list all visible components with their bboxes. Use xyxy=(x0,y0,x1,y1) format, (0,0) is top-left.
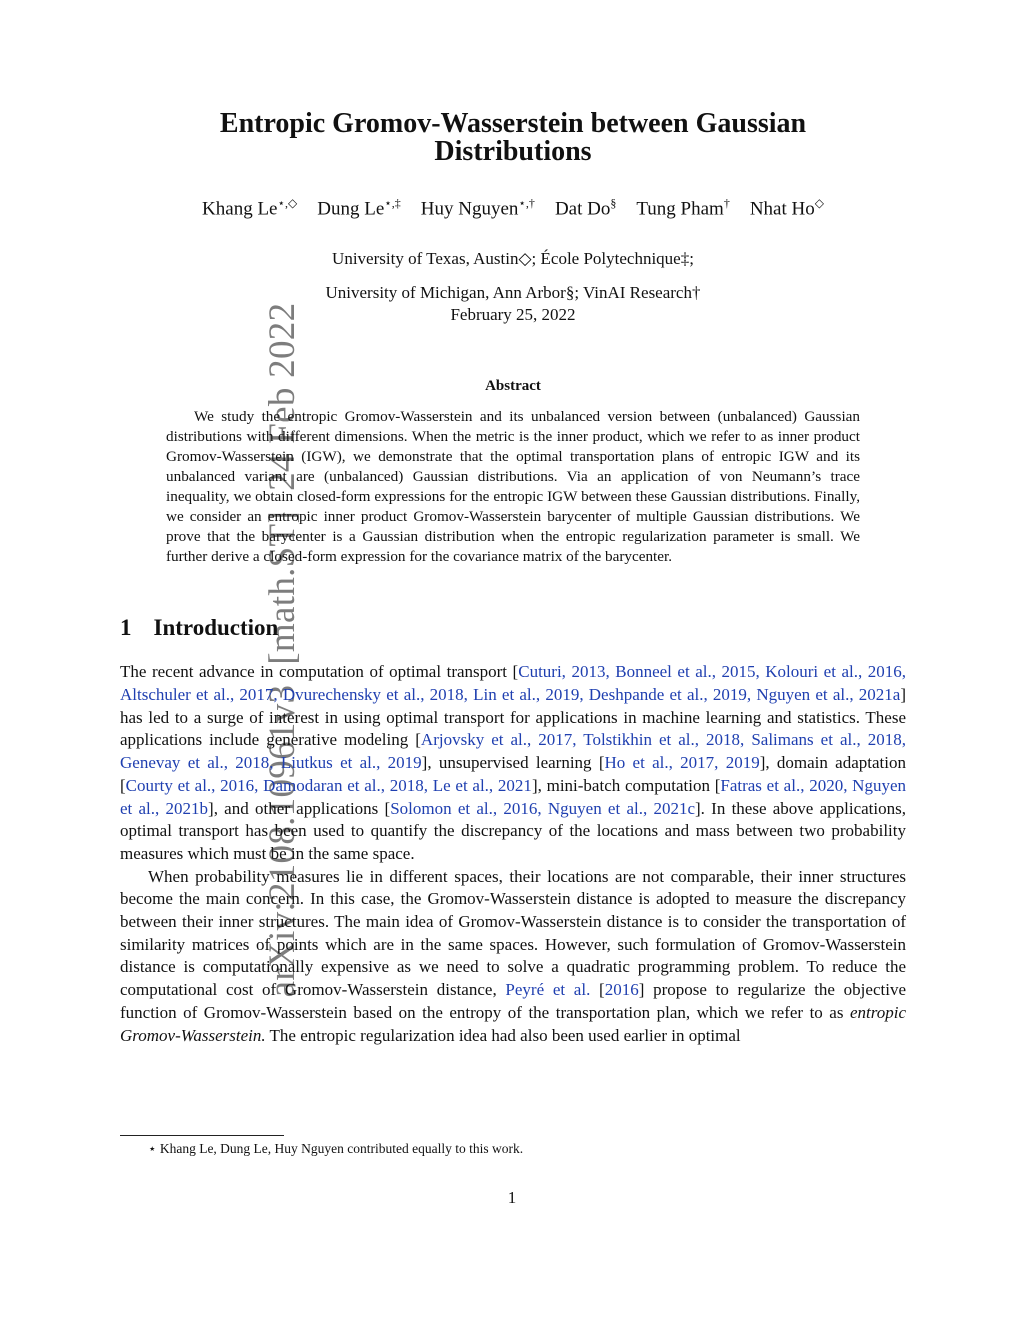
affiliations-line-1: University of Texas, Austin◇; École Polytechnique‡; xyxy=(332,249,694,269)
text-run: ], unsupervised learning [ xyxy=(421,753,605,773)
paper-content xyxy=(120,110,906,1047)
author xyxy=(421,196,535,220)
emphasis-term: entropic Gromov-Wasserstein. xyxy=(120,1002,906,1045)
footnote-divider xyxy=(120,1135,284,1136)
citation-link[interactable]: Peyré et al. xyxy=(505,980,591,1000)
citation-link[interactable]: Ho et al., 2017, 2019 xyxy=(604,753,760,773)
arxiv-category: [math.ST] xyxy=(261,510,303,665)
citation-link[interactable]: Arjovsky et al., 2017, Tolstikhin et al., 2018, Salimans et al., 2018, Genevay et al., 2018, Liutkus et al., 2019 xyxy=(120,730,906,773)
affiliations xyxy=(120,248,906,326)
author-name: Nhat Ho xyxy=(749,198,815,220)
section-title: Introduction xyxy=(153,615,279,641)
text-run: ], domain adaptation [ xyxy=(120,753,906,795)
text-run: ] propose to regularize the objective function of Gromov-Wasserstein based on the entropy of the transportation plan, which we refer to as xyxy=(120,980,906,1022)
citation-link[interactable]: Cuturi, 2013, Bonneel et al., 2015, Kolouri et al., 2016, Altschuler et al., 2017, Dvurechensky et al., 2018, Lin et al., 2019, Deshpande et al., 2019, Nguyen et al., 2021a xyxy=(120,662,907,705)
abstract-heading: Abstract xyxy=(485,378,541,395)
citation-link[interactable]: Fatras et al., 2020, Nguyen et al., 2021b xyxy=(120,775,907,818)
author-name: Dung Le xyxy=(317,198,385,220)
title-line-1: Entropic Gromov-Wasserstein between Gaussian xyxy=(219,108,807,139)
citation-link[interactable]: Solomon et al., 2016, Nguyen et al., 2021c xyxy=(390,798,696,818)
author-name: Tung Pham xyxy=(636,198,724,220)
title-line-2: Distributions xyxy=(434,136,592,167)
author xyxy=(636,196,729,220)
body-text xyxy=(120,661,906,1047)
author-marks: ⋆,‡ xyxy=(384,196,401,210)
section-heading xyxy=(120,615,906,641)
text-run: ] has led to a surge of interest in using optimal transport for applications in machine learning and statistics. These applications include generative modeling [ xyxy=(120,685,906,750)
citation-link[interactable]: 2016 xyxy=(604,980,639,1000)
page-number: 1 xyxy=(507,1188,517,1207)
text-run: The entropic regularization idea had also been used earlier in optimal xyxy=(265,1025,741,1045)
author-list xyxy=(120,196,906,220)
author xyxy=(750,196,824,220)
author-marks: ⋆,◇ xyxy=(277,196,298,210)
text-run: ]. In these above applications, optimal transport has been used to quantify the discrepancy of the locations and mass between two probability measures which must be in the same space. xyxy=(120,798,906,863)
author-marks: ⋆,† xyxy=(518,196,535,210)
text-run: The recent advance in computation of optimal transport [ xyxy=(120,662,519,682)
text-run: ], mini-batch computation [ xyxy=(531,775,721,795)
text-run: ], and other applications [ xyxy=(208,798,391,818)
section-number: 1 xyxy=(120,615,132,641)
author-name: Huy Nguyen xyxy=(420,198,519,220)
affiliations-line-2: University of Michigan, Ann Arbor§; VinAI Research† xyxy=(325,283,701,303)
paper-date: February 25, 2022 xyxy=(450,305,576,325)
paper-title xyxy=(120,110,906,166)
arxiv-id[interactable]: arXiv:2108.10961v3 xyxy=(261,684,303,998)
author-marks: † xyxy=(723,196,730,210)
citation-link[interactable]: Courty et al., 2016, Damodaran et al., 2018, Le et al., 2021 xyxy=(125,775,532,795)
author-name: Khang Le xyxy=(202,198,278,220)
abstract-text: We study the entropic Gromov-Wasserstein and its unbalanced version between (unbalanced) Gaussian distributions with different dimensions. When the metric is the inner product, which we refer to as inner product Gromov-Wasserstein (IGW), we demonstrate that the optimal transportation plans of entropic IGW and its unbalanced variant are (unbalanced) Gaussian distributions. Via an application of von Neumann’s trace inequality, we obtain closed-form expressions for the entropic IGW between these Gaussian distributions. Finally, we consider an entropic inner product Gromov-Wasserstein barycenter of multiple Gaussian distributions. We prove that the barycenter is a Gaussian distribution when the entropic regularization parameter is small. We further derive a closed-form expression for the covariance matrix of the barycenter. xyxy=(166,408,860,566)
author-marks: § xyxy=(610,196,617,210)
text-run: When probability measures lie in different spaces, their locations are not comparable, their inner structures become the main concern. In this case, the Gromov-Wasserstein distance is adopted to measure the discrepancy between their inner structures. The main idea of Gromov-Wasserstein distance is to consider the transportation of similarity matrices of points which are in the same spaces. However, such formulation of Gromov-Wasserstein distance is computationally expensive as we need to solve a quadratic programming problem. To reduce the computational cost of Gromov-Wasserstein distance, xyxy=(120,866,906,1000)
author-name: Dat Do xyxy=(554,198,611,220)
paragraph xyxy=(120,661,906,865)
author xyxy=(317,196,401,220)
text-run: [ xyxy=(590,980,605,1000)
paragraph xyxy=(120,866,906,1048)
author xyxy=(555,196,616,220)
arxiv-date: 24 Feb 2022 xyxy=(261,302,303,491)
author xyxy=(202,196,297,220)
author-marks: ◇ xyxy=(814,196,824,210)
footnote: ⋆ Khang Le, Dung Le, Huy Nguyen contributed equally to this work. xyxy=(148,1141,524,1156)
